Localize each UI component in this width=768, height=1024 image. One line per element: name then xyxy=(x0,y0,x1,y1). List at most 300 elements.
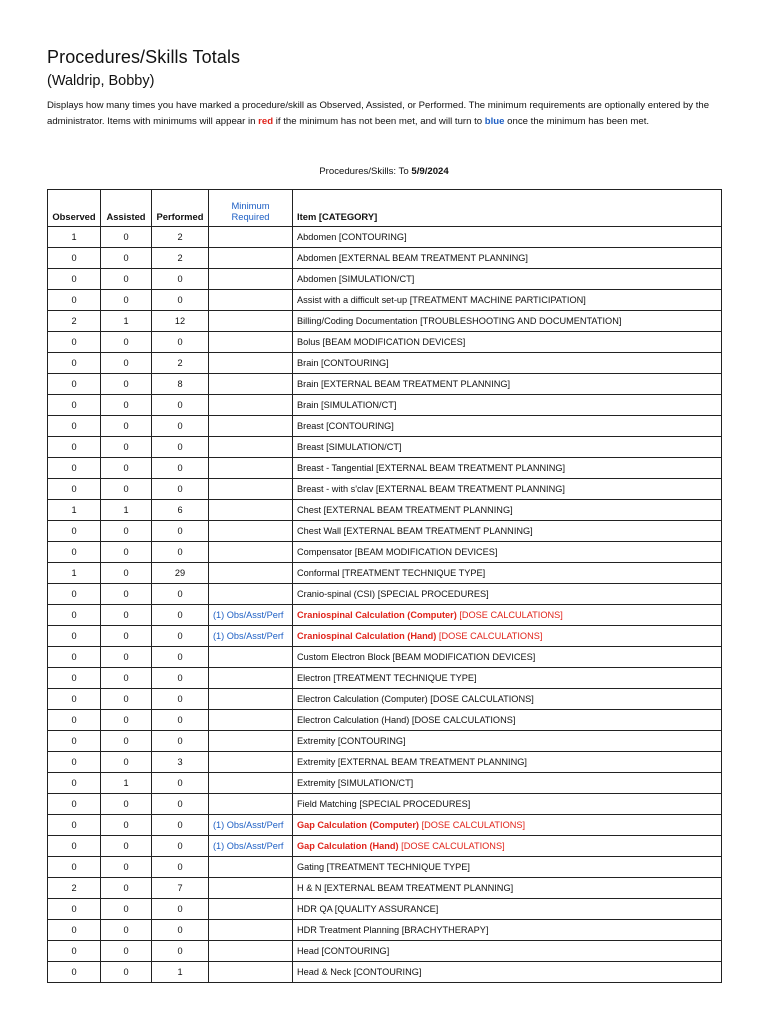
observed-cell: 0 xyxy=(48,941,101,962)
assisted-cell: 1 xyxy=(101,500,152,521)
header-assisted: Assisted xyxy=(101,190,152,227)
item-cell xyxy=(293,269,722,290)
assisted-cell: 0 xyxy=(101,227,152,248)
minimum-cell xyxy=(209,269,293,290)
description-red-word: red xyxy=(258,116,274,127)
item-cell xyxy=(293,290,722,311)
observed-cell: 0 xyxy=(48,647,101,668)
assisted-cell: 0 xyxy=(101,437,152,458)
item-cell xyxy=(293,752,722,773)
item-category: [SIMULATION/CT] xyxy=(337,778,414,788)
table-row xyxy=(48,563,722,584)
table-row xyxy=(48,941,722,962)
table-row xyxy=(48,332,722,353)
table-row xyxy=(48,710,722,731)
minimum-cell xyxy=(209,689,293,710)
item-cell xyxy=(293,311,722,332)
item-category: [CONTOURING] xyxy=(321,358,389,368)
item-category: [TREATMENT MACHINE PARTICIPATION] xyxy=(409,295,586,305)
item-cell xyxy=(293,416,722,437)
item-category: [CONTOURING] xyxy=(353,967,422,977)
item-name: Brain xyxy=(297,379,319,389)
item-name: Electron xyxy=(297,673,331,683)
item-cell xyxy=(293,899,722,920)
item-cell xyxy=(293,353,722,374)
observed-cell: 0 xyxy=(48,416,101,437)
minimum-cell: (1) Obs/Asst/Perf xyxy=(209,815,293,836)
item-category: [DOSE CALCULATIONS] xyxy=(401,841,505,851)
performed-cell: 2 xyxy=(152,248,209,269)
assisted-cell: 0 xyxy=(101,542,152,563)
item-cell xyxy=(293,794,722,815)
table-row xyxy=(48,521,722,542)
item-cell xyxy=(293,878,722,899)
minimum-cell xyxy=(209,521,293,542)
assisted-cell: 0 xyxy=(101,815,152,836)
performed-cell: 8 xyxy=(152,374,209,395)
observed-cell: 0 xyxy=(48,353,101,374)
item-category: [EXTERNAL BEAM TREATMENT PLANNING] xyxy=(338,253,528,263)
minimum-cell xyxy=(209,668,293,689)
observed-cell: 0 xyxy=(48,374,101,395)
table-row xyxy=(48,458,722,479)
date-caption xyxy=(0,166,768,177)
assisted-cell: 0 xyxy=(101,647,152,668)
item-category: [EXTERNAL BEAM TREATMENT PLANNING] xyxy=(324,883,514,893)
table-row xyxy=(48,584,722,605)
item-category: [TREATMENT TECHNIQUE TYPE] xyxy=(333,673,477,683)
item-name: Head xyxy=(297,946,319,956)
item-name: Breast - Tangential xyxy=(297,463,374,473)
performed-cell: 0 xyxy=(152,416,209,437)
table-row xyxy=(48,269,722,290)
assisted-cell: 0 xyxy=(101,458,152,479)
minimum-cell xyxy=(209,353,293,374)
observed-cell: 0 xyxy=(48,290,101,311)
table-row xyxy=(48,416,722,437)
table-header-row xyxy=(48,190,722,227)
table-row xyxy=(48,479,722,500)
performed-cell: 0 xyxy=(152,290,209,311)
performed-cell: 0 xyxy=(152,920,209,941)
performed-cell: 7 xyxy=(152,878,209,899)
header-minimum-line1: Minimum xyxy=(231,200,270,211)
table-row xyxy=(48,815,722,836)
assisted-cell: 0 xyxy=(101,731,152,752)
item-name: Breast xyxy=(297,442,324,452)
minimum-cell xyxy=(209,332,293,353)
minimum-cell xyxy=(209,710,293,731)
item-category: [TROUBLESHOOTING AND DOCUMENTATION] xyxy=(420,316,622,326)
item-name: Abdomen xyxy=(297,274,337,284)
table-body xyxy=(48,227,722,983)
observed-cell: 0 xyxy=(48,689,101,710)
observed-cell: 0 xyxy=(48,794,101,815)
item-category: [SPECIAL PROCEDURES] xyxy=(359,799,471,809)
assisted-cell: 0 xyxy=(101,920,152,941)
observed-cell: 0 xyxy=(48,332,101,353)
item-cell xyxy=(293,332,722,353)
performed-cell: 0 xyxy=(152,941,209,962)
item-cell xyxy=(293,647,722,668)
item-name: Electron Calculation (Computer) xyxy=(297,694,428,704)
performed-cell: 0 xyxy=(152,815,209,836)
observed-cell: 0 xyxy=(48,899,101,920)
assisted-cell: 0 xyxy=(101,962,152,983)
table-row xyxy=(48,752,722,773)
assisted-cell: 0 xyxy=(101,857,152,878)
assisted-cell: 0 xyxy=(101,899,152,920)
item-category: [EXTERNAL BEAM TREATMENT PLANNING] xyxy=(323,505,513,515)
assisted-cell: 0 xyxy=(101,878,152,899)
minimum-cell xyxy=(209,752,293,773)
observed-cell: 0 xyxy=(48,626,101,647)
observed-cell: 0 xyxy=(48,773,101,794)
observed-cell: 0 xyxy=(48,857,101,878)
item-category: [SIMULATION/CT] xyxy=(338,274,415,284)
table-row xyxy=(48,689,722,710)
performed-cell: 0 xyxy=(152,521,209,542)
observed-cell: 0 xyxy=(48,584,101,605)
minimum-cell xyxy=(209,647,293,668)
performed-cell: 3 xyxy=(152,752,209,773)
minimum-cell xyxy=(209,920,293,941)
performed-cell: 2 xyxy=(152,227,209,248)
observed-cell: 2 xyxy=(48,311,101,332)
performed-cell: 29 xyxy=(152,563,209,584)
header-observed: Observed xyxy=(48,190,101,227)
procedures-table xyxy=(47,189,722,983)
item-cell xyxy=(293,374,722,395)
performed-cell: 0 xyxy=(152,605,209,626)
assisted-cell: 1 xyxy=(101,773,152,794)
observed-cell: 0 xyxy=(48,605,101,626)
minimum-cell xyxy=(209,437,293,458)
table-row xyxy=(48,668,722,689)
minimum-cell xyxy=(209,899,293,920)
minimum-cell xyxy=(209,227,293,248)
item-category: [BEAM MODIFICATION DEVICES] xyxy=(354,547,498,557)
observed-cell: 0 xyxy=(48,668,101,689)
item-cell xyxy=(293,605,722,626)
header-item: Item [CATEGORY] xyxy=(293,190,722,227)
item-category: [EXTERNAL BEAM TREATMENT PLANNING] xyxy=(321,379,511,389)
observed-cell: 1 xyxy=(48,227,101,248)
item-name: Custom Electron Block xyxy=(297,652,390,662)
observed-cell: 0 xyxy=(48,731,101,752)
observed-cell: 0 xyxy=(48,437,101,458)
observed-cell: 0 xyxy=(48,920,101,941)
performed-cell: 1 xyxy=(152,962,209,983)
observed-cell: 0 xyxy=(48,458,101,479)
performed-cell: 0 xyxy=(152,689,209,710)
assisted-cell: 0 xyxy=(101,668,152,689)
performed-cell: 0 xyxy=(152,395,209,416)
item-cell xyxy=(293,227,722,248)
minimum-cell xyxy=(209,416,293,437)
minimum-cell xyxy=(209,731,293,752)
item-cell xyxy=(293,584,722,605)
item-name: Chest xyxy=(297,505,322,515)
assisted-cell: 0 xyxy=(101,374,152,395)
performed-cell: 0 xyxy=(152,836,209,857)
item-category: [EXTERNAL BEAM TREATMENT PLANNING] xyxy=(376,463,566,473)
table-row xyxy=(48,794,722,815)
performed-cell: 12 xyxy=(152,311,209,332)
item-name: Bolus xyxy=(297,337,320,347)
item-cell xyxy=(293,500,722,521)
description-part1: Displays how many times you have marked a procedure/skill as Observed, Assisted, or Performed. The minimum requirements are optionally entered by the administrator. Items with minimums will appear in xyxy=(47,100,710,127)
minimum-cell xyxy=(209,878,293,899)
assisted-cell: 0 xyxy=(101,353,152,374)
item-cell xyxy=(293,542,722,563)
performed-cell: 0 xyxy=(152,626,209,647)
table-row xyxy=(48,290,722,311)
item-category: [EXTERNAL BEAM TREATMENT PLANNING] xyxy=(337,757,527,767)
assisted-cell: 0 xyxy=(101,332,152,353)
item-name: Brain xyxy=(297,400,319,410)
table-row xyxy=(48,227,722,248)
item-category: [BEAM MODIFICATION DEVICES] xyxy=(392,652,536,662)
performed-cell: 0 xyxy=(152,773,209,794)
table-row xyxy=(48,311,722,332)
table-row xyxy=(48,731,722,752)
table-row xyxy=(48,605,722,626)
observed-cell: 0 xyxy=(48,710,101,731)
item-cell xyxy=(293,836,722,857)
description-part2: if the minimum has not been met, and will turn to xyxy=(273,116,485,127)
item-name: Conformal xyxy=(297,568,340,578)
performed-cell: 0 xyxy=(152,437,209,458)
observed-cell: 1 xyxy=(48,563,101,584)
performed-cell: 0 xyxy=(152,332,209,353)
performed-cell: 6 xyxy=(152,500,209,521)
minimum-cell: (1) Obs/Asst/Perf xyxy=(209,626,293,647)
assisted-cell: 0 xyxy=(101,752,152,773)
performed-cell: 0 xyxy=(152,899,209,920)
item-name: Chest Wall xyxy=(297,526,342,536)
minimum-cell xyxy=(209,479,293,500)
header-minimum-line2: Required xyxy=(231,211,270,222)
table-row xyxy=(48,437,722,458)
description-part3: once the minimum has been met. xyxy=(504,116,650,127)
performed-cell: 2 xyxy=(152,353,209,374)
table-row xyxy=(48,962,722,983)
header-performed: Performed xyxy=(152,190,209,227)
assisted-cell: 0 xyxy=(101,689,152,710)
table-row xyxy=(48,374,722,395)
minimum-cell xyxy=(209,794,293,815)
observed-cell: 0 xyxy=(48,479,101,500)
performed-cell: 0 xyxy=(152,794,209,815)
item-category: [DOSE CALCULATIONS] xyxy=(438,631,543,641)
item-cell xyxy=(293,941,722,962)
minimum-cell xyxy=(209,563,293,584)
table-row xyxy=(48,626,722,647)
observed-cell: 0 xyxy=(48,962,101,983)
table-row xyxy=(48,773,722,794)
minimum-cell: (1) Obs/Asst/Perf xyxy=(209,605,293,626)
item-cell xyxy=(293,626,722,647)
table-row xyxy=(48,899,722,920)
table-row xyxy=(48,857,722,878)
assisted-cell: 0 xyxy=(101,563,152,584)
assisted-cell: 0 xyxy=(101,626,152,647)
performed-cell: 0 xyxy=(152,710,209,731)
assisted-cell: 0 xyxy=(101,710,152,731)
assisted-cell: 0 xyxy=(101,794,152,815)
minimum-cell xyxy=(209,542,293,563)
minimum-cell: (1) Obs/Asst/Perf xyxy=(209,836,293,857)
assisted-cell: 0 xyxy=(101,248,152,269)
assisted-cell: 0 xyxy=(101,479,152,500)
item-category: [EXTERNAL BEAM TREATMENT PLANNING] xyxy=(375,484,565,494)
performed-cell: 0 xyxy=(152,731,209,752)
item-category: [DOSE CALCULATIONS] xyxy=(459,610,563,620)
item-category: [BRACHYTHERAPY] xyxy=(401,925,489,935)
item-cell xyxy=(293,857,722,878)
item-name: Extremity xyxy=(297,757,336,767)
assisted-cell: 0 xyxy=(101,941,152,962)
item-cell xyxy=(293,479,722,500)
observed-cell: 1 xyxy=(48,500,101,521)
item-name: Breast xyxy=(297,421,324,431)
item-category: [CONTOURING] xyxy=(326,421,394,431)
assisted-cell: 0 xyxy=(101,605,152,626)
observed-cell: 0 xyxy=(48,395,101,416)
item-category: [EXTERNAL BEAM TREATMENT PLANNING] xyxy=(343,526,533,536)
item-cell xyxy=(293,815,722,836)
item-category: [QUALITY ASSURANCE] xyxy=(334,904,439,914)
item-category: [SIMULATION/CT] xyxy=(326,442,402,452)
item-cell xyxy=(293,563,722,584)
description xyxy=(47,98,727,130)
student-name: (Waldrip, Bobby) xyxy=(47,73,155,89)
item-category: [CONTOURING] xyxy=(338,232,407,242)
table-row xyxy=(48,647,722,668)
minimum-cell xyxy=(209,941,293,962)
table-row xyxy=(48,353,722,374)
caption-date: 5/9/2024 xyxy=(411,166,449,177)
item-name: HDR Treatment Planning xyxy=(297,925,400,935)
assisted-cell: 0 xyxy=(101,521,152,542)
minimum-cell xyxy=(209,857,293,878)
item-name: Gap Calculation (Hand) xyxy=(297,841,399,851)
description-blue-word: blue xyxy=(484,116,505,127)
item-name: Abdomen xyxy=(297,253,337,263)
performed-cell: 0 xyxy=(152,542,209,563)
item-name: Breast - with s'clav xyxy=(297,484,374,494)
assisted-cell: 0 xyxy=(101,290,152,311)
item-name: Craniospinal Calculation (Hand) xyxy=(297,631,437,641)
item-name: Gating xyxy=(297,862,325,872)
item-name: Field Matching xyxy=(297,799,357,809)
minimum-cell xyxy=(209,458,293,479)
item-name: Gap Calculation (Computer) xyxy=(297,820,419,830)
observed-cell: 0 xyxy=(48,836,101,857)
item-name: HDR QA xyxy=(297,904,333,914)
observed-cell: 0 xyxy=(48,269,101,290)
item-category: [SPECIAL PROCEDURES] xyxy=(377,589,489,599)
table-row xyxy=(48,878,722,899)
performed-cell: 0 xyxy=(152,458,209,479)
item-name: Extremity xyxy=(297,778,336,788)
performed-cell: 0 xyxy=(152,269,209,290)
item-category: [DOSE CALCULATIONS] xyxy=(430,694,534,704)
minimum-cell xyxy=(209,584,293,605)
assisted-cell: 0 xyxy=(101,395,152,416)
assisted-cell: 0 xyxy=(101,836,152,857)
item-cell xyxy=(293,395,722,416)
observed-cell: 0 xyxy=(48,815,101,836)
item-category: [TREATMENT TECHNIQUE TYPE] xyxy=(341,568,486,578)
table-row xyxy=(48,500,722,521)
item-name: Compensator xyxy=(297,547,353,557)
item-name: Craniospinal Calculation (Computer) xyxy=(297,610,457,620)
item-name: Electron Calculation (Hand) xyxy=(297,715,410,725)
performed-cell: 0 xyxy=(152,668,209,689)
minimum-cell xyxy=(209,290,293,311)
observed-cell: 0 xyxy=(48,752,101,773)
item-name: Cranio-spinal (CSI) xyxy=(297,589,376,599)
observed-cell: 2 xyxy=(48,878,101,899)
assisted-cell: 0 xyxy=(101,584,152,605)
minimum-cell xyxy=(209,395,293,416)
item-name: Assist with a difficult set-up xyxy=(297,295,408,305)
item-category: [DOSE CALCULATIONS] xyxy=(421,820,526,830)
table-row xyxy=(48,248,722,269)
item-cell xyxy=(293,437,722,458)
performed-cell: 0 xyxy=(152,479,209,500)
item-cell xyxy=(293,689,722,710)
item-cell xyxy=(293,521,722,542)
table-row xyxy=(48,395,722,416)
item-category: [DOSE CALCULATIONS] xyxy=(411,715,516,725)
minimum-cell xyxy=(209,500,293,521)
item-cell xyxy=(293,773,722,794)
assisted-cell: 0 xyxy=(101,269,152,290)
performed-cell: 0 xyxy=(152,857,209,878)
item-name: Brain xyxy=(297,358,319,368)
table-row xyxy=(48,836,722,857)
minimum-cell xyxy=(209,374,293,395)
item-name: Abdomen xyxy=(297,232,337,242)
table-row xyxy=(48,920,722,941)
item-category: [TREATMENT TECHNIQUE TYPE] xyxy=(326,862,470,872)
item-category: [SIMULATION/CT] xyxy=(321,400,397,410)
item-cell xyxy=(293,668,722,689)
item-category: [CONTOURING] xyxy=(337,736,406,746)
observed-cell: 0 xyxy=(48,248,101,269)
minimum-cell xyxy=(209,311,293,332)
observed-cell: 0 xyxy=(48,521,101,542)
item-name: H & N xyxy=(297,883,322,893)
minimum-cell xyxy=(209,248,293,269)
item-cell xyxy=(293,962,722,983)
minimum-cell xyxy=(209,773,293,794)
item-name: Extremity xyxy=(297,736,336,746)
item-name: Head & Neck xyxy=(297,967,352,977)
observed-cell: 0 xyxy=(48,542,101,563)
item-cell xyxy=(293,920,722,941)
item-name: Billing/Coding Documentation xyxy=(297,316,418,326)
performed-cell: 0 xyxy=(152,584,209,605)
item-cell xyxy=(293,731,722,752)
item-cell xyxy=(293,248,722,269)
item-cell xyxy=(293,710,722,731)
item-cell xyxy=(293,458,722,479)
minimum-cell xyxy=(209,962,293,983)
